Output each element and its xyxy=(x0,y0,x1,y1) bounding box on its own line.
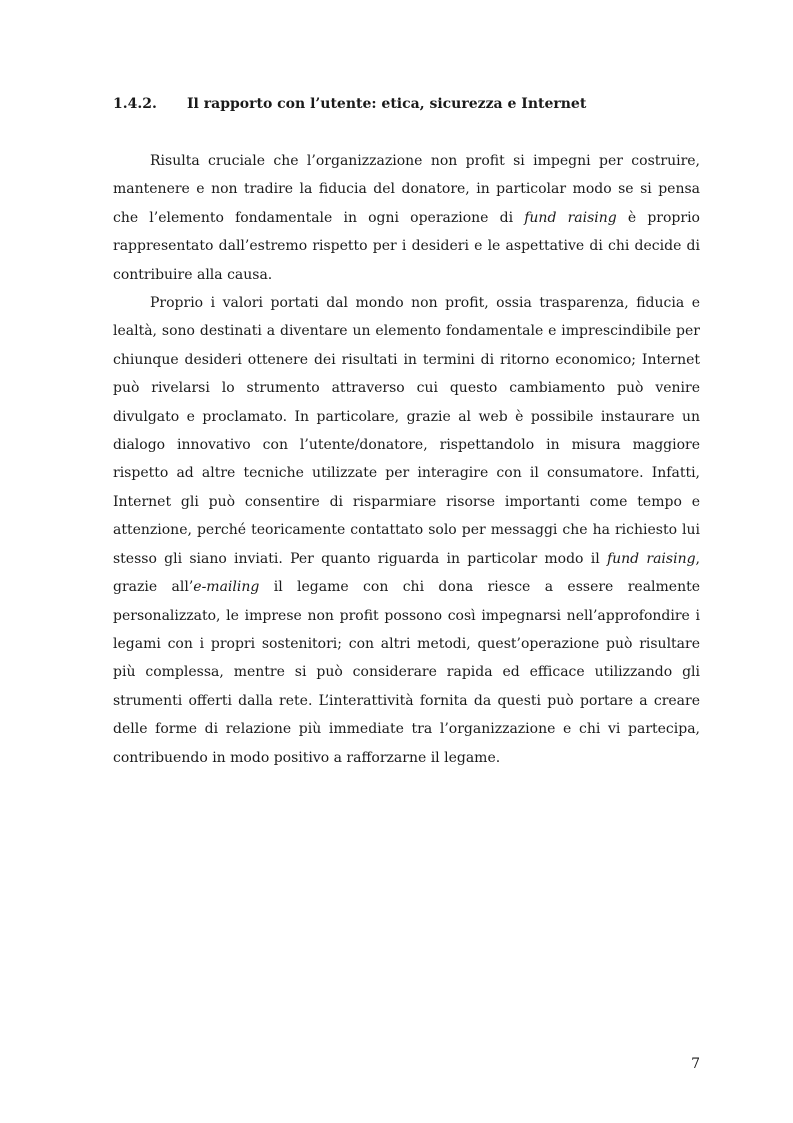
italic-term: fund raising xyxy=(606,550,696,567)
page-number: 7 xyxy=(691,1056,700,1072)
paragraph-text: Risulta cruciale che l’organizzazione non profit si impegni per costruire, mantenere e non tradire la fiducia del donatore, in particolar modo se si pensa che l’elemento fondamentale in ogni operazione di xyxy=(113,153,700,226)
body-text xyxy=(113,147,700,772)
section-heading xyxy=(113,94,713,114)
italic-term: fund raising xyxy=(524,209,617,226)
paragraph-text: , grazie all’ xyxy=(113,550,700,596)
italic-term: e-mailing xyxy=(193,579,260,596)
paragraph-1 xyxy=(113,147,700,289)
paragraph-text: Proprio i valori portati dal mondo non profit, ossia trasparenza, fiducia e lealtà, sono destinati a diventare un elemento fondamentale e imprescindibile per chiunque desideri ottenere dei risultati in termini di ritorno economico; Internet può rivelarsi lo strumento attraverso cui questo cambiamento può venire divulgato e proclamato. In particolare, grazie al web è possibile instaurare un dialogo innovativo con l’utente/donatore, rispettandolo in misura maggiore rispetto ad altre tecniche utilizzate per interagire con il consumatore. Infatti, Internet gli può consentire di risparmiare risorse importanti come tempo e attenzione, perché teoricamente contattato solo per messaggi che ha richiesto lui stesso gli siano inviati. Per quanto riguarda in particolar modo il xyxy=(113,295,700,567)
paragraph-text: è proprio rappresentato dall’estremo rispetto per i desideri e le aspettative di chi decide di contribuire alla causa. xyxy=(113,209,700,283)
section-number: 1.4.2. xyxy=(113,96,157,112)
paragraph-text: il legame con chi dona riesce a essere realmente personalizzato, le imprese non profit possono così impegnarsi nell’approfondire i legami con i propri sostenitori; con altri metodi, quest’operazione può risultare più complessa, mentre si può considerare rapida ed efficace utilizzando gli strumenti offerti dalla rete. L’interattività fornita da questi può portare a creare delle forme di relazione più immediate tra l’organizzazione e chi vi partecipa, contribuendo in modo positivo a rafforzarne il legame. xyxy=(113,579,701,766)
paragraph-2 xyxy=(113,289,700,772)
section-title: Il rapporto con l’utente: etica, sicurezza e Internet xyxy=(187,96,587,112)
